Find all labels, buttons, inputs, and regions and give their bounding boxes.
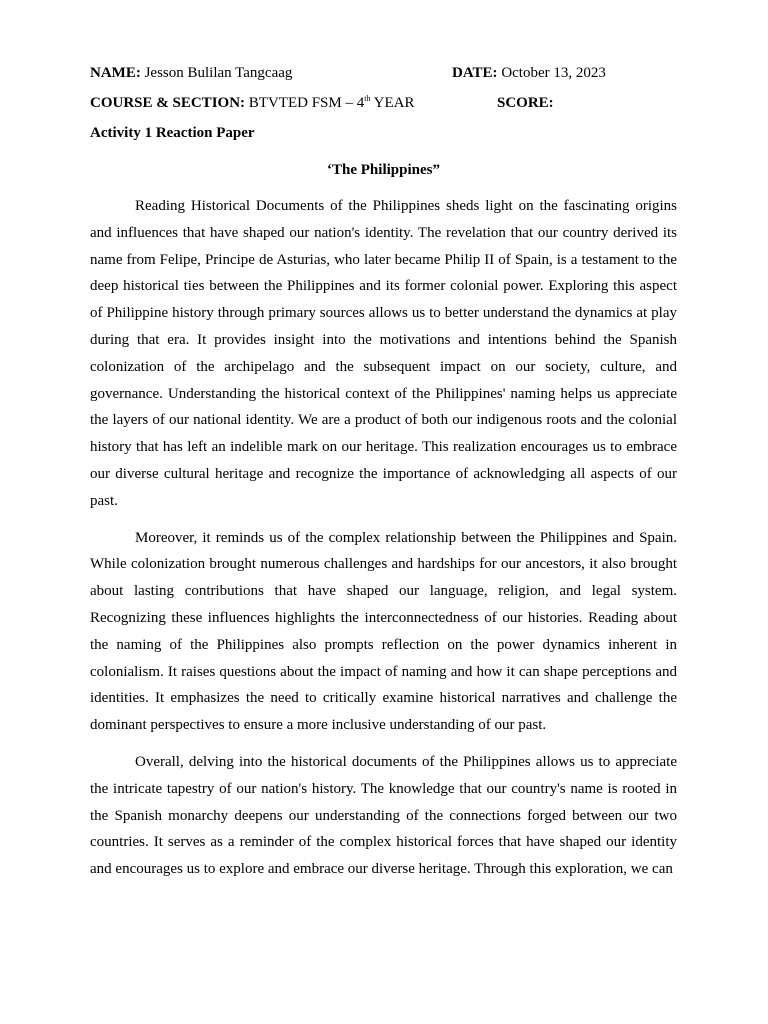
paragraph: Moreover, it reminds us of the complex relationship between the Philippines and Spain. While colonization brought numerous challenges and hardships for our ancestors, it also brought about lasting contributions that have shaped our language, religion, and legal system. Recognizing these influences highlights the interconnectedness of our histories. Reading about the naming of the Philippines also prompts reflection on the power dynamics inherent in colonialism. It raises questions about the impact of naming and how it can shape perceptions and identities. It emphasizes the need to critically examine historical narratives and challenge the dominant perspectives to ensure a more inclusive understanding of our past. bbox=[90, 529, 677, 734]
document-title: ‘The Philippines” bbox=[327, 162, 440, 178]
activity-title: Activity 1 Reaction Paper bbox=[90, 125, 255, 141]
date-field bbox=[452, 64, 606, 82]
date-value: October 13, 2023 bbox=[501, 65, 606, 81]
name-label: NAME: bbox=[90, 65, 141, 81]
score-label: SCORE: bbox=[497, 95, 554, 111]
course-section-label: COURSE & SECTION: bbox=[90, 95, 246, 111]
paragraph: Overall, delving into the historical documents of the Philippines allows us to appreciate the intricate tapestry of our nation's history. The knowledge that our country's name is rooted in the Spanish monarchy deepens our understanding of the connections forged between our two countries. It serves as a reminder of the complex historical forces that have shaped our identity and encourages us to explore and embrace our diverse heritage. Through this exploration, we can bbox=[90, 753, 677, 878]
date-label: DATE: bbox=[452, 65, 498, 81]
document-body bbox=[90, 193, 677, 893]
name-field bbox=[90, 64, 292, 82]
course-value-suffix: YEAR bbox=[373, 95, 415, 111]
course-section-value bbox=[249, 95, 415, 111]
name-value: Jesson Bulilan Tangcaag bbox=[144, 65, 293, 81]
course-value-ordinal: th bbox=[364, 94, 371, 103]
course-section-field bbox=[90, 94, 415, 112]
course-value-prefix: BTVTED FSM – 4 bbox=[248, 95, 365, 111]
paragraph: Reading Historical Documents of the Philippines sheds light on the fascinating origins and influences that have shaped our nation's identity. The revelation that our country derived its name from Felipe, Principe de Asturias, who later became Philip II of Spain, is a testament to the deep historical ties between the Philippines and its former colonial power. Exploring this aspect of Philippine history through primary sources allows us to better understand the dynamics at play during that era. It provides insight into the motivations and intentions behind the Spanish colonization of the archipelago and the subsequent impact on our society, culture, and governance. Understanding the historical context of the Philippines' naming helps us appreciate the layers of our national identity. We are a product of both our indigenous roots and the colonial history that has left an indelible mark on our heritage. This realization encourages us to embrace our diverse cultural heritage and recognize the importance of acknowledging all aspects of our past. bbox=[90, 198, 677, 509]
